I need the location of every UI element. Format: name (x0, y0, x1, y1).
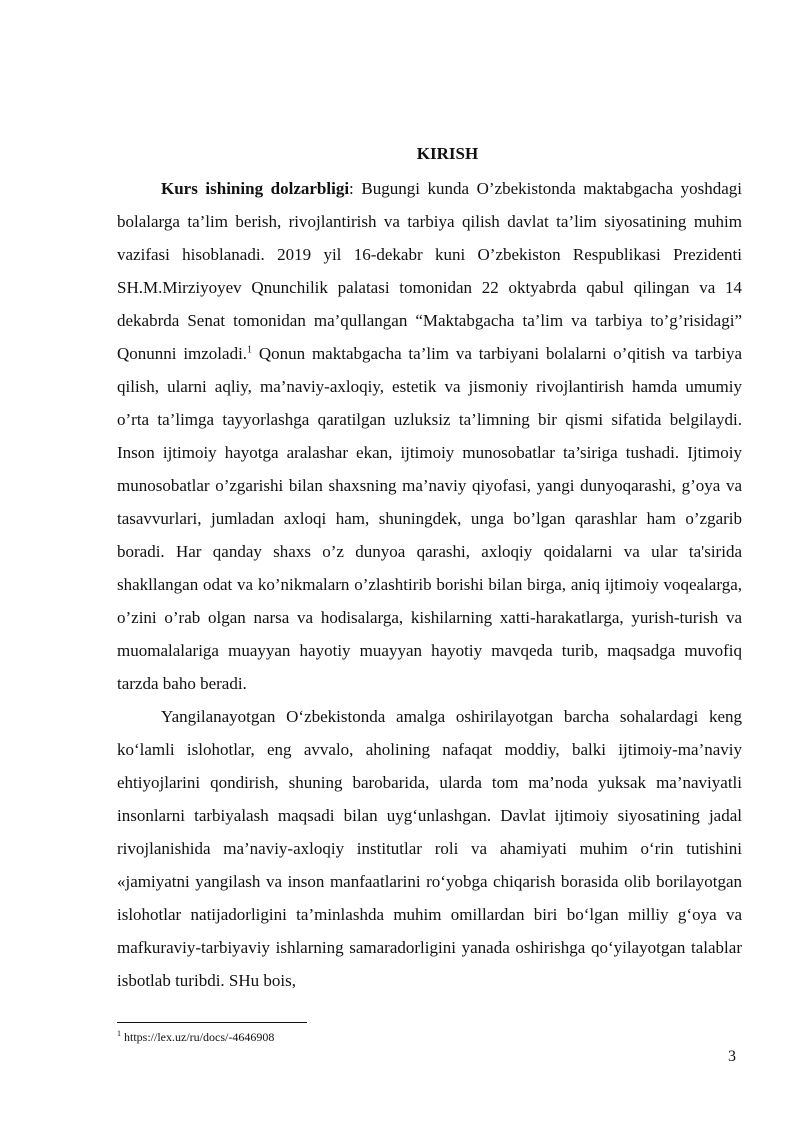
paragraph-lead-colon: : (349, 179, 354, 198)
paragraph-relevance (117, 172, 742, 700)
section-title: KIRISH (416, 144, 479, 163)
footnote (117, 1030, 274, 1045)
paragraph-lead-bold: Kurs ishining dolzarbligi (161, 179, 350, 198)
footnote-reference[interactable]: 1 (247, 344, 253, 356)
page-number: 3 (728, 1048, 736, 1065)
paragraph-text-after-ref: Qonun maktabgacha ta’lim va tarbiyani bolalarni o’qitish va tarbiya qilish, ularni aqliy, ma’naviy-axloqiy, estetik va jismoniy rivojlantirish hamda umumiy o’rta ta’limga tayyorlashga qaratilgan uzluksiz ta’limning bir qismi sifatida belgilaydi. Inson ijtimoiy hayotga aralashar ekan, ijtimoiy munosobatlar ta’siriga tushadi. Ijtimoiy munosobatlar o’zgarishi bilan shaxsning ma’naviy qiyofasi, yangi dunyoqarashi, g’oya va tasavvurlari, jumladan axloqi ham, shuningdek, unga bo’lgan qarashlar ham o’zgarib boradi. Har qanday shaxs o’z dunyoa qarashi, axloqiy qoidalarni va ular ta'sirida shakllangan odat va ko’nikmalarn o’zlashtirib borishi bilan birga, aniq ijtimoiy voqealarga, o’zini o’rab olgan narsa va hodisalarga, kishilarning xatti-harakatlarga, yurish-turish va muomalalariga muayyan hayotiy muayyan hayotiy mavqeda turib, maqsadga muvofiq tarzda baho beradi. (117, 344, 742, 693)
page-body (117, 141, 742, 997)
footnote-separator (117, 1022, 307, 1023)
paragraph-reforms: Yangilanayotgan O‘zbekistonda amalga oshirilayotgan barcha sohalardagi keng ko‘lamli islohotlar, eng avvalo, aholining nafaqat moddiy, balki ijtimoiy-ma’naviy ehtiyojlarini qondirish, shuning barobarida, ularda tom ma’noda yuksak ma’naviyatli insonlarni tarbiyalash maqsadi bilan uyg‘unlashgan. Davlat ijtimoiy siyosatining jadal rivojlanishida ma’naviy-axloqiy institutlar roli va ahamiyati muhim o‘rin tutishini «jamiyatni yangilash va inson manfaatlarini ro‘yobga chiqarish borasida olib borilayotgan islohotlar natijadorligini ta’minlashda muhim omillardan biri bo‘lgan milliy g‘oya va mafkuraviy-tarbiyaviy ishlarning samaradorligini yanada oshirishga qo‘yilayotgan talablar isbotlab turibdi. SHu bois, (117, 707, 742, 990)
paragraph-text-before-ref: Bugungi kunda O’zbekistonda maktabgacha yoshdagi bolalarga ta’lim berish, rivojlantirish va tarbiya qilish davlat ta’lim siyosatining muhim vazifasi hisoblanadi. 2019 yil 16-dekabr kuni O’zbekiston Respublikasi Prezidenti SH.M.Mirziyoyev Qnunchilik palatasi tomonidan 22 oktyabrda qabul qilingan va 14 dekabrda Senat tomonidan ma’qullangan “Maktabgacha ta’lim va tarbiya to’g’risidagi” Qonunni imzoladi. (117, 179, 742, 363)
footnote-marker: 1 (117, 1029, 121, 1038)
footnote-link[interactable]: https://lex.uz/ru/docs/-4646908 (121, 1030, 275, 1044)
